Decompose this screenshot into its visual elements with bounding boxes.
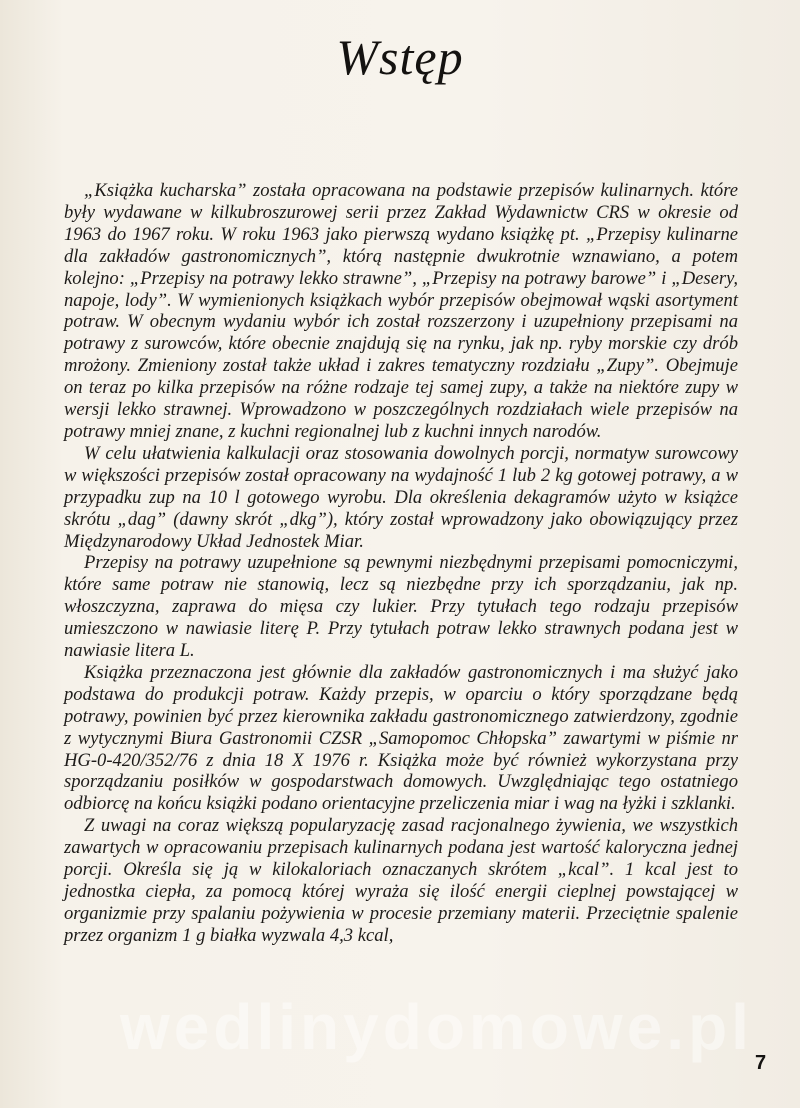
watermark: wedlinydomowe.pl [120, 991, 753, 1063]
paragraph: Książka przeznaczona jest głównie dla zakładów gastronomicznych i ma służyć jako podstawa do produkcji potraw. Każdy przepis, w oparciu o który sporządzane będą potrawy, powinien być przez kierownika zakładu gastronomicznego zatwierdzony, zgodnie z wytycznymi Biura Gastronomii CZSR „Samopomoc Chłopska” zawartymi w piśmie nr HG-0-420/352/76 z dnia 18 X 1976 r. Książka może być również wykorzystana przy sporządzaniu posiłków w gospodarstwach domowych. Uwzględniając tego ostatniego odbiorcę na końcu książki podano orientacyjne przeliczenia miar i wag na łyżki i szklanki. [64, 661, 738, 815]
paragraph: „Książka kucharska” została opracowana na podstawie przepisów kulinarnych. które były wydawane w kilkubroszurowej serii przez Zakład Wydawnictw CRS w okresie od 1963 do 1967 roku. W roku 1963 jako pierwszą wydano książkę pt. „Przepisy kulinarne dla zakładów gastronomicznych”, którą następnie dwukrotnie wznawiano, a potem kolejno: „Przepisy na potrawy lekko strawne”, „Przepisy na potrawy barowe” i „Desery, napoje, lody”. W wymienionych książkach wybór przepisów obejmował wąski asortyment potraw. W obecnym wydaniu wybór ich został rozszerzony i uzupełniony przepisami na potrawy z surowców, które obecnie znajdują się na rynku, jak np. ryby morskie czy drób mrożony. Zmieniony został także układ i zakres tematyczny rozdziału „Zupy”. Obejmuje on teraz po kilka przepisów na różne rodzaje tej samej zupy, a także na niektóre zupy w wersji lekko strawnej. Wprowadzono w poszczególnych rozdziałach wiele przepisów na potrawy mniej znane, z kuchni regionalnej lub z kuchni innych narodów. [64, 180, 738, 442]
page-title: Wstęp [336, 29, 464, 85]
paragraph: Z uwagi na coraz większą popularyzację zasad racjonalnego żywienia, we wszystkich zawartych w opracowaniu przepisach kulinarnych podana jest wartość kaloryczna jednej porcji. Określa się ją w kilokaloriach oznaczanych skrótem „kcal”. 1 kcal jest to jednostka ciepła, za pomocą której wyraża się ilość energii cieplnej powstającej w organizmie przy spalaniu pożywienia w procesie przemiany materii. Przeciętnie spalenie przez organizm 1 g białka wyzwala 4,3 kcal, [64, 815, 738, 946]
body-text [64, 180, 738, 947]
page-number: 7 [755, 1052, 767, 1074]
paragraph: W celu ułatwienia kalkulacji oraz stosowania dowolnych porcji, normatyw surowcowy w większości przepisów został opracowany na wydajność 1 lub 2 kg gotowej potrawy, a w przypadku zup na 10 l gotowego wyrobu. Dla określenia dekagramów użyto w książce skrótu „dag” (dawny skrót „dkg”), który został wprowadzony jako obowiązujący przez Międzynarodowy Układ Jednostek Miar. [64, 442, 738, 552]
paragraph: Przepisy na potrawy uzupełnione są pewnymi niezbędnymi przepisami pomocniczymi, które same potraw nie stanowią, lecz są niezbędne przy ich sporządzaniu, jak np. włoszczyzna, zaprawa do mięsa czy lukier. Przy tytułach tego rodzaju przepisów umieszczono w nawiasie literę P. Przy tytułach potraw lekko strawnych podana jest w nawiasie litera L. [64, 552, 738, 662]
